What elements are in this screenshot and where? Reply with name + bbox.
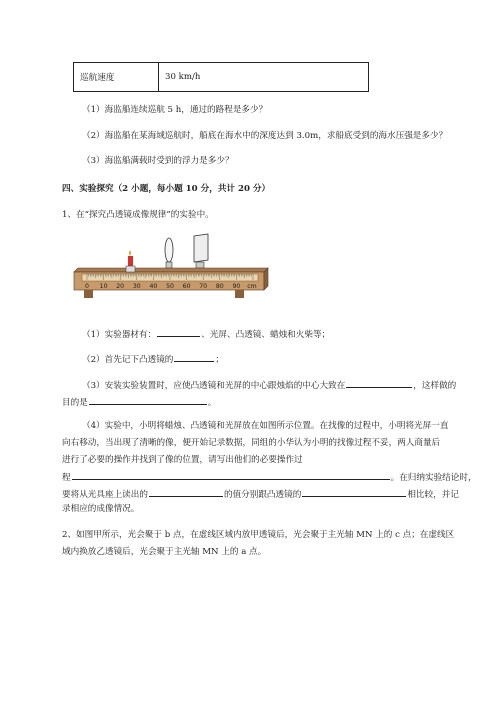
- p1-q2-text-a: （2）首先记下凸透镜的: [82, 355, 174, 365]
- p1-q4-line2: 向右移动，当出现了清晰的像，便开始记录数据，同组的小华认为小明的找像过程不妥，两人商量后: [62, 438, 441, 448]
- p1-q2: [82, 352, 224, 366]
- p1-q1: [82, 327, 330, 341]
- tick-label: 10: [99, 283, 108, 290]
- answer-blank[interactable]: [149, 487, 223, 497]
- answer-blank[interactable]: [157, 327, 200, 337]
- question-1: （1）海监船连续巡航 5 h，通过的路程是多少？: [82, 105, 268, 115]
- p1-q2-text-b: ；: [215, 355, 225, 365]
- p1-q4-text-b: 。在归纳实验结论时，: [390, 473, 477, 483]
- tick-label: 90: [232, 283, 241, 290]
- p1-q1-text-a: （1）实验器材有：: [82, 330, 157, 340]
- convex-lens: [165, 238, 173, 268]
- p1-q3-text-b: ，这样做的: [413, 381, 457, 391]
- problem-2-line2: 域内换放乙透镜后，光会聚于主光轴 MN 上的 a 点。: [62, 547, 267, 557]
- p1-q4-text-d: 的值分别跟凸透镜的: [223, 490, 302, 500]
- spec-value: 30 km/h: [159, 63, 369, 92]
- p1-q4-line1: （4）实验中，小明将蜡烛、凸透镜和光屏放在如图所示位置。在找像的过程中，小明将光屏一直: [82, 421, 449, 431]
- answer-blank[interactable]: [89, 395, 207, 405]
- answer-blank[interactable]: [174, 352, 214, 362]
- p1-q4-line3: 进行了必要的操作并找到了像的位置，请写出他们的必要操作过: [62, 455, 303, 465]
- p1-q4-text-e: 相比较，并记: [407, 490, 459, 500]
- problem-1-intro: 1、在“探究凸透镜成像规律”的实验中。: [62, 210, 214, 220]
- p1-q3-line2: [62, 395, 216, 409]
- light-screen: [194, 234, 208, 268]
- p1-q4-line6: 录相应的成像情况。: [62, 504, 140, 514]
- tick-label: cm: [247, 283, 257, 290]
- answer-blank[interactable]: [302, 487, 406, 497]
- candle: [128, 250, 133, 268]
- p1-q3-text-d: 。: [207, 398, 217, 408]
- tick-label: 70: [199, 283, 208, 290]
- p1-q4-line4: [62, 470, 477, 484]
- answer-blank[interactable]: [346, 378, 412, 388]
- section-heading: 四、实验探究（2 小题，每小题 10 分，共计 20 分）: [62, 184, 271, 194]
- optical-bench-figure: [68, 230, 276, 310]
- tick-label: 60: [182, 283, 191, 290]
- p1-q3-line1: [82, 378, 456, 392]
- question-3: （3）海监船满载时受到的浮力是多少？: [82, 156, 234, 166]
- spec-table: [73, 62, 369, 92]
- p1-q4-text-c: 要将从光具座上读出的: [62, 490, 148, 500]
- p1-q4-line5: [62, 487, 459, 501]
- p1-q1-text-b: 、光屏、凸透镜、蜡烛和火柴等；: [201, 330, 331, 340]
- spec-label: 巡航速度: [74, 63, 159, 92]
- p1-q4-text-a: 程: [62, 473, 71, 483]
- tick-label: 30: [132, 283, 141, 290]
- tick-label: 40: [149, 283, 158, 290]
- p1-q3-text-c: 目的是: [62, 398, 88, 408]
- question-2: （2）海监船在某海域巡航时，船底在海水中的深度达到 3.0m，求船底受到的海水压强是多少？: [82, 131, 448, 141]
- tick-label: 0: [85, 283, 89, 290]
- tick-label: 50: [166, 283, 174, 290]
- p1-q3-text-a: （3）安装实验装置时，应使凸透镜和光屏的中心跟烛焰的中心大致在: [82, 381, 346, 391]
- tick-label: 20: [116, 283, 125, 290]
- problem-2-line1: 2、如图甲所示，光会聚于 b 点，在虚线区域内放甲透镜后，光会聚于主光轴 MN 上的 c 点；在虚线区: [62, 530, 455, 540]
- answer-blank[interactable]: [72, 470, 390, 480]
- tick-label: 80: [215, 283, 224, 290]
